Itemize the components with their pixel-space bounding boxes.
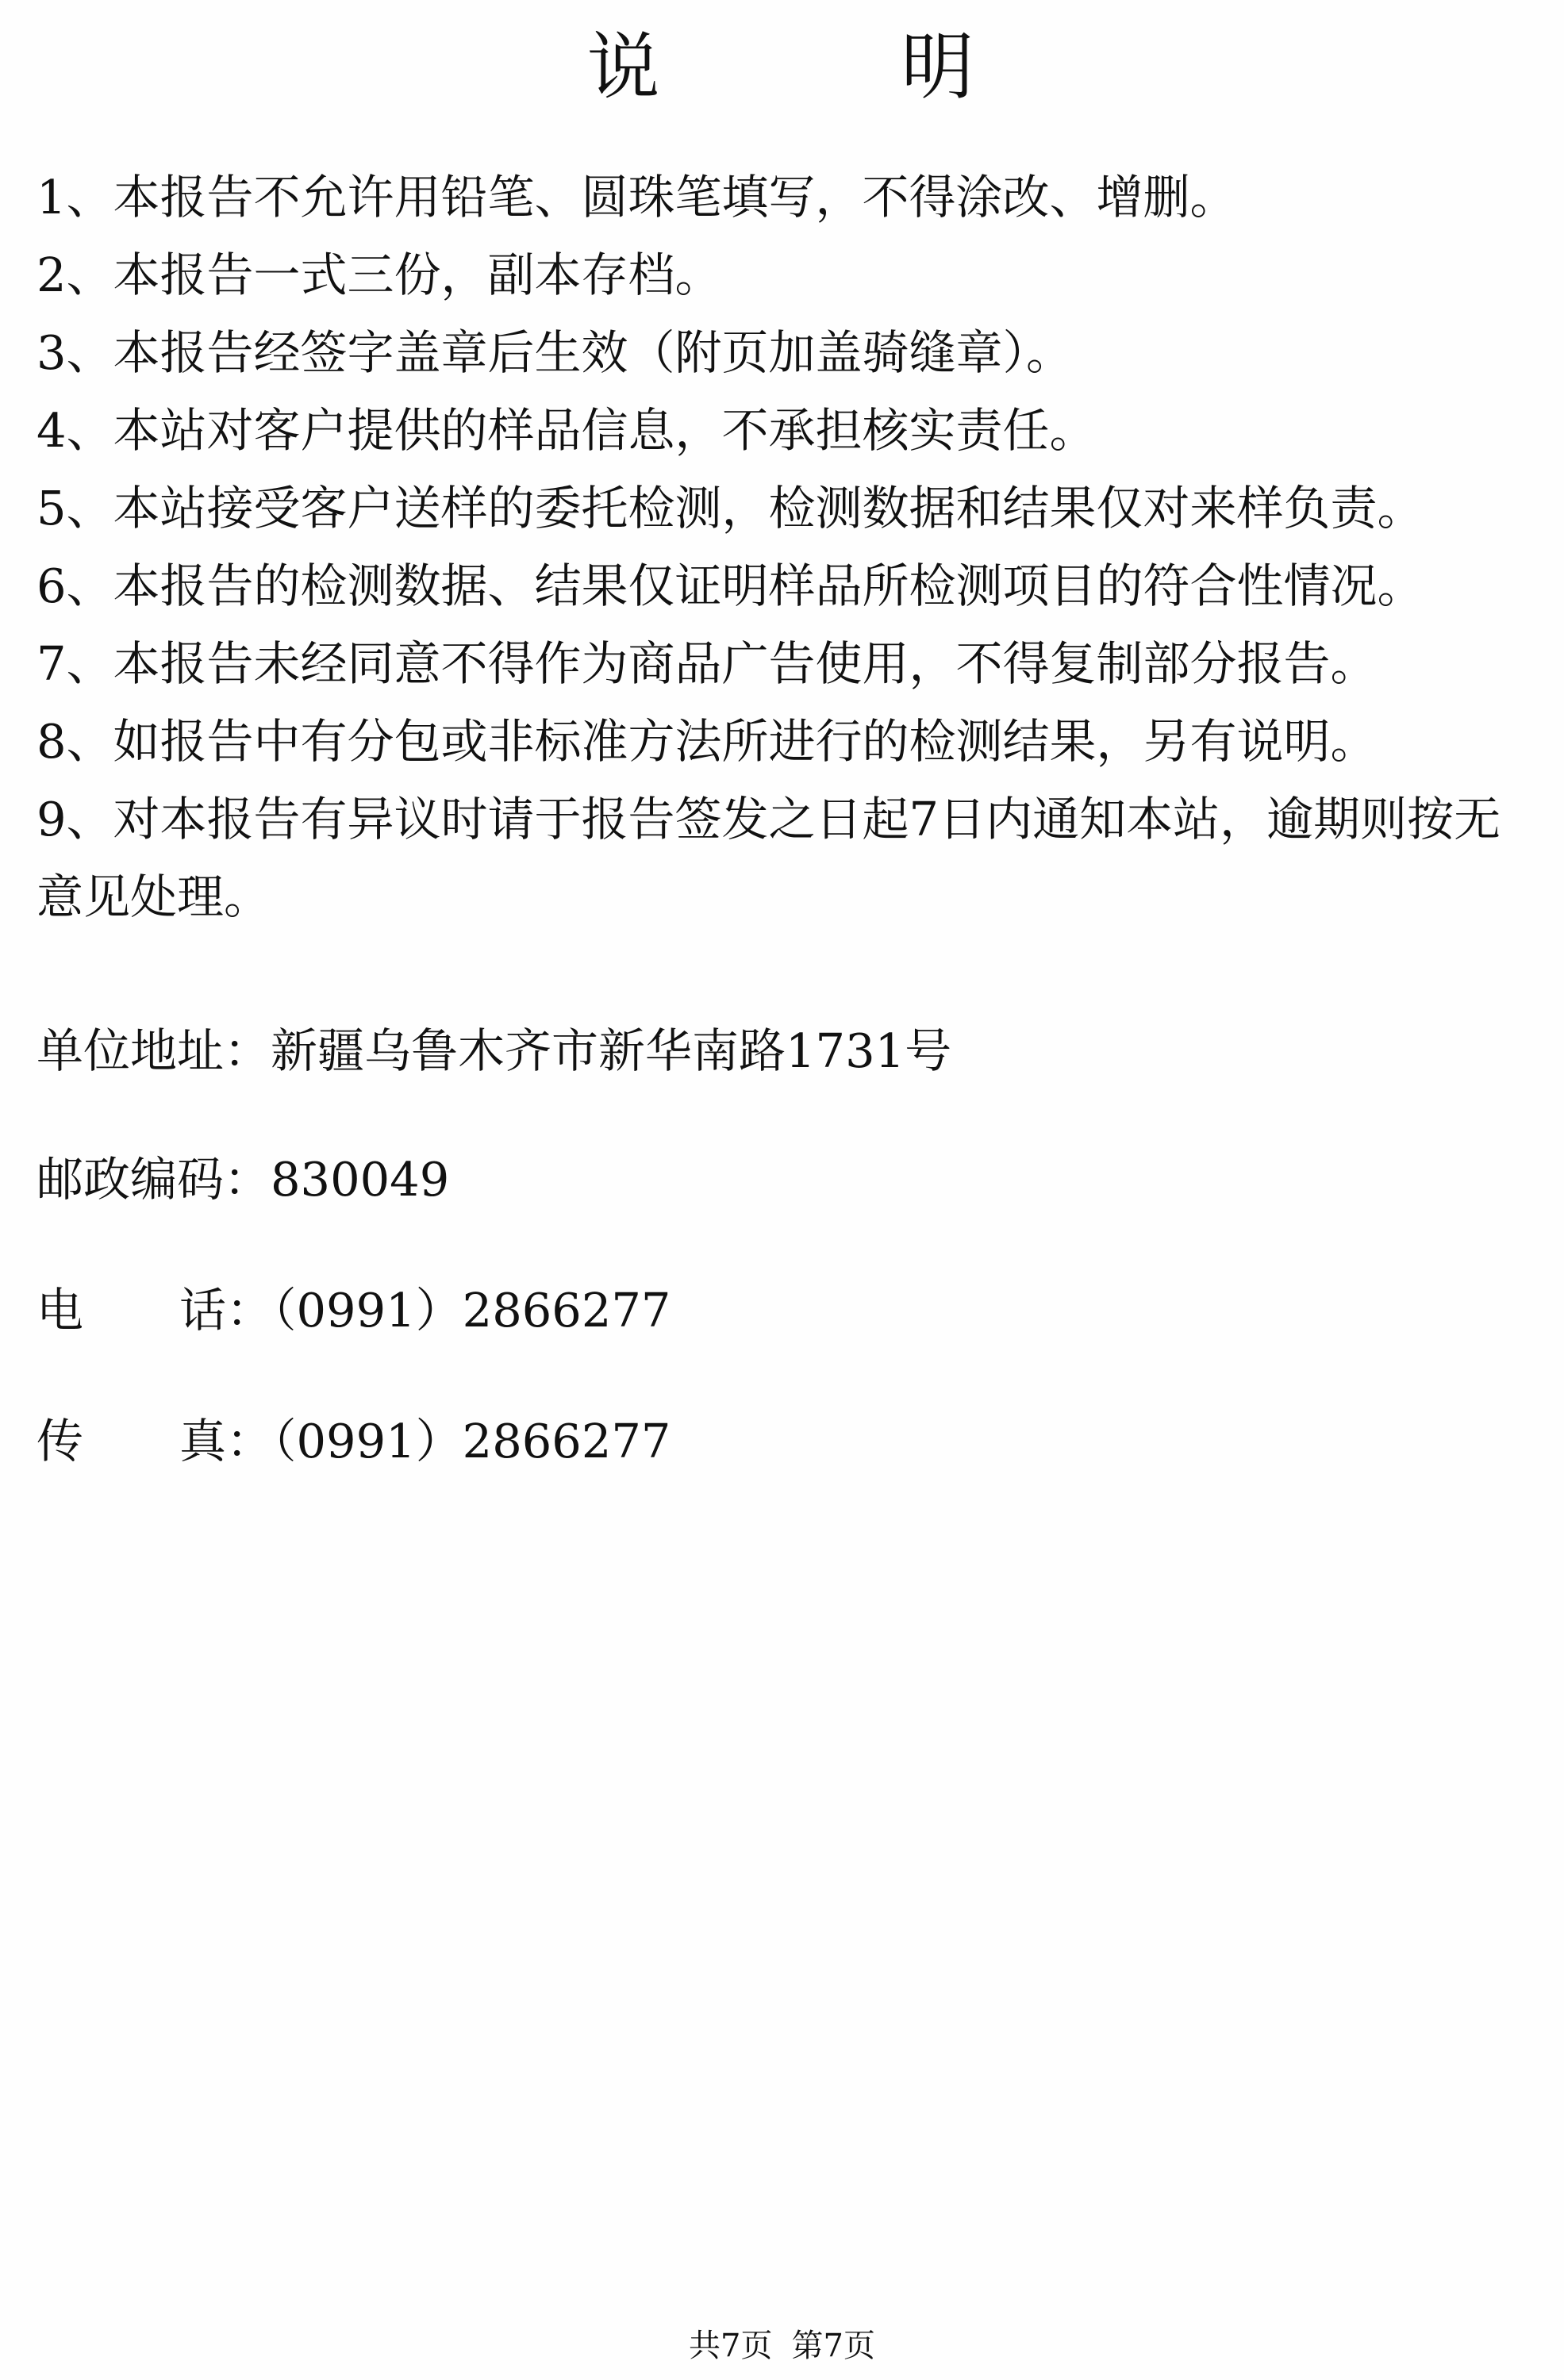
postcode-line [37,1148,1465,1211]
address-line [37,1019,1465,1083]
note-item-1: 1、本报告不允许用铅笔、圆珠笔填写，不得涂改、增删。 [37,170,1237,225]
fax-label-second: 真： [179,1414,274,1468]
title-char-1: 说 [586,25,663,109]
note-item-5: 5、本站接受客户送样的委托检测，检测数据和结果仅对来样负责。 [37,481,1424,536]
note-item-2: 2、本报告一式三份，副本存档。 [37,248,722,302]
address-value: 新疆乌鲁木齐市新华南路1731号 [271,1023,952,1078]
phone-label-first: 电 [37,1283,84,1338]
address-label: 单位地址： [37,1023,271,1078]
phone-label-second: 话： [179,1283,274,1338]
phone-line [37,1279,1465,1342]
note-item-7: 7、本报告未经同意不得作为商品广告使用，不得复制部分报告。 [37,636,1378,691]
page-footer [0,2326,1564,2366]
postcode-value: 830049 [271,1152,450,1207]
title-char-2: 明 [901,25,978,109]
total-pages: 共7页 [689,2328,773,2364]
current-page: 第7页 [791,2328,875,2364]
page-title [0,24,1564,111]
phone-value: （0991）2866277 [273,1283,671,1338]
fax-value: （0991）2866277 [273,1414,671,1468]
note-item-8: 8、如报告中有分包或非标准方法所进行的检测结果，另有说明。 [37,714,1378,769]
fax-label-first: 传 [37,1414,84,1468]
note-item-3: 3、本报告经签字盖章后生效（附页加盖骑缝章）。 [37,325,1074,380]
note-item-6: 6、本报告的检测数据、结果仅证明样品所检测项目的符合性情况。 [37,559,1424,613]
notes-list [37,159,1528,936]
fax-line [37,1410,1465,1473]
postcode-label: 邮政编码： [37,1152,271,1207]
note-item-9: 9、对本报告有异议时请于报告签发之日起7日内通知本站，逾期则按无意见处理。 [37,792,1501,924]
note-item-4: 4、本站对客户提供的样品信息，不承担核实责任。 [37,403,1097,458]
